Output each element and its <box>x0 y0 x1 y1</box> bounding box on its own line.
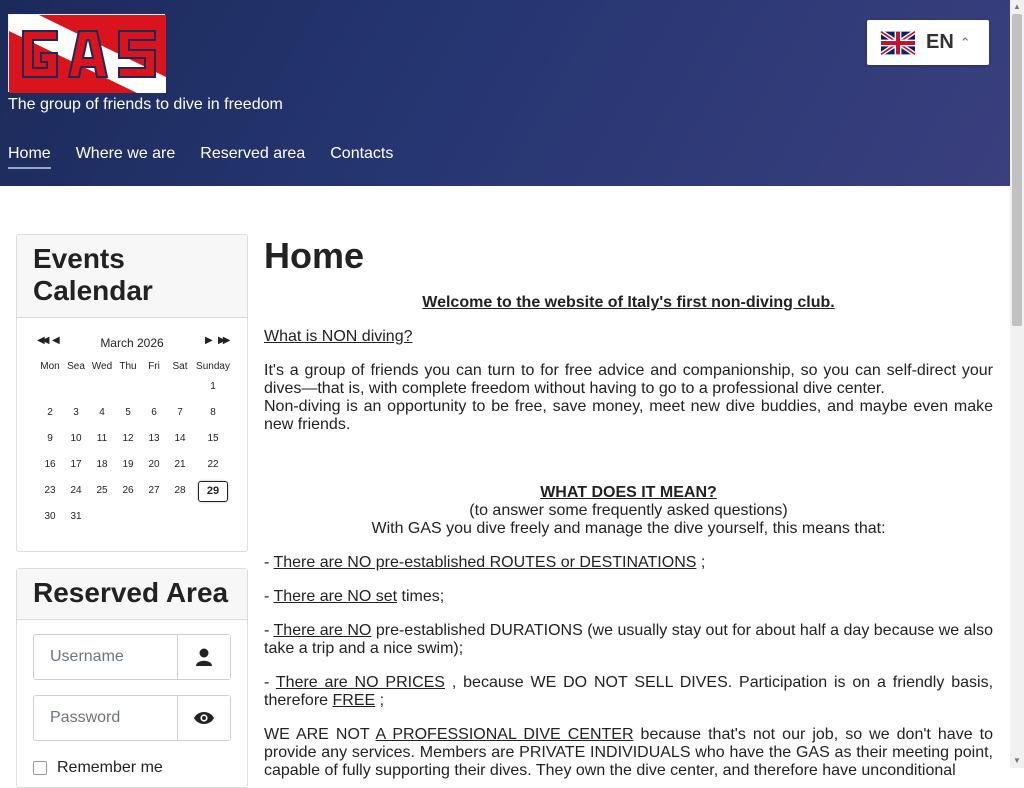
password-group <box>33 695 231 741</box>
item-4-middle: , because WE DO NOT SELL DIVES. Participation is on a friendly basis, therefore <box>264 674 994 709</box>
weekday-label: Thu <box>119 361 137 372</box>
calendar-day-cell[interactable]: 28 <box>174 485 186 496</box>
weekday-label: Sat <box>172 361 188 372</box>
calendar-day-cell[interactable]: 5 <box>125 407 131 418</box>
calendar-day-cell[interactable]: 23 <box>44 485 56 496</box>
calendar-day-cell[interactable]: 24 <box>70 485 82 496</box>
calendar-day-cell[interactable]: 7 <box>177 407 183 418</box>
calendar-empty-cell <box>141 379 167 395</box>
calendar-empty-cell <box>63 379 89 395</box>
calendar-day-cell[interactable]: 21 <box>174 459 186 470</box>
calendar-empty-cell <box>141 509 167 525</box>
weekday-label: Sea <box>67 361 85 372</box>
faq-note: (to answer some frequently asked questions) <box>469 502 788 519</box>
welcome-heading: Welcome to the website of Italy's first non-diving club. <box>422 294 835 311</box>
calendar-weeks <box>37 379 233 535</box>
calendar-week-row <box>37 405 233 431</box>
item-4-rest: ; <box>375 692 385 709</box>
list-item: - There are NO set times; <box>264 588 445 605</box>
calendar-day-cell[interactable]: 20 <box>148 459 160 470</box>
calendar-week-row <box>37 431 233 457</box>
site-header <box>0 0 1010 186</box>
calendar-day-cell[interactable]: 19 <box>122 459 134 470</box>
next-month-icon[interactable]: ▶ <box>205 335 213 346</box>
chevron-up-icon: ⌃ <box>959 34 971 50</box>
calendar-weekday-row <box>37 359 233 379</box>
item-1-rest: ; <box>696 554 706 571</box>
question-heading: What is NON diving? <box>264 328 413 345</box>
not-pro-rest: because that's not our job, so we don't have to provide any services. Members are PRIVATE INDIVIDUALS who have the GAS as their meeting point, capable of fully supporting their dives. They own the dive center, and therefore have unconditional <box>264 726 993 779</box>
scroll-down-arrow-icon[interactable]: ▼ <box>1013 756 1021 765</box>
uk-flag-icon <box>881 30 915 56</box>
user-icon <box>177 635 230 679</box>
nav-contacts[interactable]: Contacts <box>330 145 394 162</box>
calendar-day-cell[interactable]: 4 <box>99 407 105 418</box>
calendar-day-cell[interactable]: 15 <box>207 433 219 444</box>
show-password-eye-icon[interactable] <box>177 696 230 740</box>
prev-year-icon[interactable]: ◀◀ <box>37 335 47 346</box>
calendar-empty-cell <box>89 379 115 395</box>
item-2-underlined: There are NO set <box>273 588 398 605</box>
calendar-empty-cell <box>167 379 193 395</box>
calendar-week-row <box>37 483 233 509</box>
reserved-area-title: Reserved Area <box>17 569 247 620</box>
main-content <box>264 236 993 780</box>
calendar-grid <box>37 359 233 535</box>
list-item: - There are NO pre-established DURATIONS (we usually stay out for about half a day because we also take a trip and a nice swim); <box>264 622 994 657</box>
calendar-week-row <box>37 457 233 483</box>
calendar-day-cell[interactable]: 11 <box>96 433 108 444</box>
calendar-day-cell[interactable]: 6 <box>151 407 157 418</box>
gas-logo[interactable] <box>8 14 165 92</box>
events-calendar-card <box>16 234 248 552</box>
calendar-day-cell[interactable]: 2 <box>47 407 53 418</box>
item-1-underlined: There are NO pre-established ROUTES or DESTINATIONS <box>273 554 697 571</box>
calendar-day-cell[interactable]: 9 <box>47 433 53 444</box>
remember-me-label: Remember me <box>57 759 163 776</box>
list-item: - There are NO pre-established ROUTES or DESTINATIONS ; <box>264 554 706 571</box>
prev-month-icon[interactable]: ◀ <box>52 335 60 346</box>
calendar-day-cell[interactable]: 14 <box>174 433 186 444</box>
item-3-underlined: There are NO <box>273 622 372 639</box>
calendar-navigation <box>17 335 249 351</box>
calendar-day-cell[interactable]: 17 <box>70 459 82 470</box>
intro-paragraph-1: It's a group of friends you can turn to for free advice and companionship, so you can self-direct your dives—that is, with complete freedom without having to go to a professional dive center. <box>264 362 993 397</box>
item-4-underlined: There are NO PRICES <box>275 674 445 691</box>
calendar-empty-cell <box>167 509 193 525</box>
weekday-label: Fri <box>148 361 160 372</box>
password-input[interactable] <box>34 696 177 740</box>
calendar-day-cell[interactable]: 26 <box>122 485 134 496</box>
nav-reserved-area[interactable]: Reserved area <box>200 145 306 162</box>
weekday-label: Wed <box>91 361 113 372</box>
calendar-day-cell[interactable]: 1 <box>210 381 216 392</box>
item-3-rest: pre-established DURATIONS (we usually stay out for about half a day because we also take a trip and a nice swim); <box>264 622 994 657</box>
language-selector[interactable] <box>867 20 989 65</box>
not-pro-prefix: WE ARE NOT <box>264 726 376 743</box>
calendar-day-cell[interactable]: 13 <box>148 433 160 444</box>
scroll-up-arrow-icon[interactable]: ▲ <box>1013 2 1021 11</box>
with-gas-line: With GAS you dive freely and manage the dive yourself, this means that: <box>371 520 886 537</box>
username-group <box>33 634 231 680</box>
calendar-week-row <box>37 509 233 535</box>
calendar-empty-cell <box>115 509 141 525</box>
not-professional-paragraph <box>264 726 993 780</box>
not-pro-underlined: A PROFESSIONAL DIVE CENTER <box>375 726 634 743</box>
calendar-today-cell[interactable]: 29 <box>198 481 228 502</box>
weekday-label: Mon <box>40 361 60 372</box>
item-4-free: FREE <box>332 692 376 709</box>
nav-where-we-are[interactable]: Where we are <box>75 145 176 162</box>
calendar-day-cell[interactable]: 30 <box>44 511 56 522</box>
dive-flag-logo-icon <box>9 15 166 93</box>
what-does-it-mean-heading: WHAT DOES IT MEAN? <box>540 484 717 501</box>
calendar-day-cell[interactable]: 22 <box>207 459 219 470</box>
remember-me-checkbox[interactable] <box>33 761 47 775</box>
calendar-day-cell[interactable]: 18 <box>96 459 108 470</box>
calendar-day-cell[interactable]: 12 <box>122 433 134 444</box>
calendar-empty-cell <box>193 509 233 525</box>
calendar-week-row <box>37 379 233 405</box>
calendar-day-cell[interactable]: 10 <box>70 433 82 444</box>
language-code: EN <box>926 31 954 53</box>
item-2-rest: times; <box>397 588 445 605</box>
calendar-empty-cell <box>89 509 115 525</box>
calendar-day-cell[interactable]: 31 <box>70 511 82 522</box>
username-input[interactable] <box>34 635 177 679</box>
calendar-day-cell[interactable]: 25 <box>96 485 108 496</box>
nav-home[interactable]: Home <box>8 145 51 169</box>
next-year-icon[interactable]: ▶▶ <box>218 335 228 346</box>
list-item: - There are NO PRICES , because WE DO NOT SELL DIVES. Participation is on a friendly basis, therefore FREE ; <box>264 674 994 709</box>
calendar-day-cell[interactable]: 16 <box>44 459 56 470</box>
calendar-day-cell[interactable]: 8 <box>210 407 216 418</box>
page-title: Home <box>264 235 365 276</box>
main-nav <box>8 145 418 169</box>
events-calendar-title: Events Calendar <box>17 235 247 318</box>
intro-paragraph-2: Non-diving is an opportunity to be free, save money, meet new dive buddies, and maybe even make new friends. <box>264 398 993 433</box>
scrollbar-thumb[interactable] <box>1012 14 1022 326</box>
page-scrollbar[interactable] <box>1010 0 1024 768</box>
calendar-empty-cell <box>115 379 141 395</box>
calendar-empty-cell <box>37 379 63 395</box>
calendar-day-cell[interactable]: 3 <box>73 407 79 418</box>
weekday-label: Sunday <box>196 361 230 372</box>
site-tagline: The group of friends to dive in freedom <box>8 96 283 113</box>
calendar-month-label: March 2026 <box>100 336 164 350</box>
reserved-area-card <box>16 568 248 788</box>
calendar-day-cell[interactable]: 27 <box>148 485 160 496</box>
remember-me[interactable] <box>33 759 163 777</box>
